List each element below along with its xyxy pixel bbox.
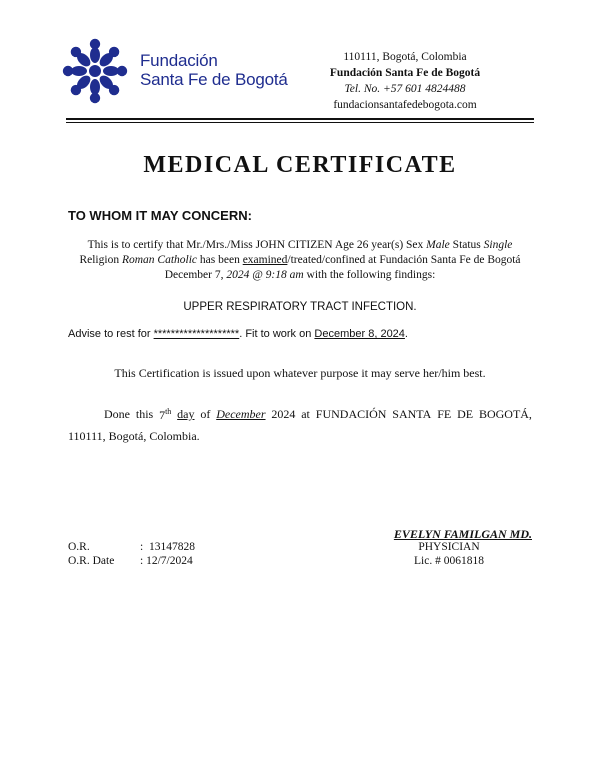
- done-line-2: 110111, Bogotá, Colombia.: [68, 429, 200, 443]
- contact-org-name: Fundación Santa Fe de Bogotá: [329, 67, 481, 79]
- or-number-label: O.R.: [68, 541, 90, 553]
- certify-line-3: December 7, 2024 @ 9:18 am with the following findings:: [164, 269, 436, 281]
- signatory-title: PHYSICIAN: [418, 541, 480, 553]
- religion-value: Roman Catholic: [121, 254, 198, 266]
- header-rule-thin: [66, 122, 534, 123]
- org-logo-line1: Fundación: [140, 51, 218, 70]
- signatory-name: EVELYN FAMILGAN MD.: [393, 527, 532, 541]
- or-date-label: O.R. Date: [68, 555, 115, 567]
- people-circle-icon: [60, 36, 130, 106]
- or-date-value: : 12/7/2024: [140, 555, 193, 567]
- done-line-1: Done this 7th day of December 2024 at FUNDACIÓN SANTA FE DE BOGOTÁ,: [104, 407, 532, 422]
- status-value: Single: [483, 239, 513, 251]
- or-number-value: : 13147828: [140, 541, 195, 553]
- logo-figure-body: [90, 79, 100, 95]
- document-title: MEDICAL CERTIFICATE: [143, 152, 457, 178]
- certify-line-1: This is to certify that Mr./Mrs./Miss JOHN CITIZEN Age 26 year(s) Sex Male Status Single: [87, 239, 513, 251]
- rest-period: ********************: [153, 328, 240, 340]
- contact-address: 110111, Bogotá, Colombia: [343, 51, 467, 63]
- done-month: December: [216, 407, 266, 421]
- header-rule-thick: [66, 118, 534, 120]
- salutation: TO WHOM IT MAY CONCERN:: [68, 208, 252, 223]
- contact-website: fundacionsantafedebogota.com: [333, 99, 477, 111]
- issued-statement: This Certification is issued upon whatever purpose it may serve her/him best.: [114, 366, 486, 380]
- examined-word: examined: [242, 254, 288, 266]
- contact-telephone: Tel. No. +57 601 4824488: [344, 83, 466, 95]
- advise-line: Advise to rest for ********************. Fit to work on December 8, 2024.: [68, 328, 408, 340]
- logo-figure-body: [103, 66, 119, 76]
- fit-to-work-date: December 8, 2024: [314, 328, 405, 340]
- logo-figure-body: [71, 66, 87, 76]
- certify-line-2: Religion Roman Catholic has been examined/treated/confined at Fundación Santa Fe de Bogotá: [79, 254, 521, 266]
- sex-value: Male: [426, 239, 450, 251]
- finding-text: UPPER RESPIRATORY TRACT INFECTION.: [183, 301, 417, 313]
- org-logo-line2: Santa Fe de Bogotá: [140, 70, 288, 89]
- signatory-license: Lic. # 0061818: [414, 555, 484, 567]
- exam-datetime: 2024 @ 9:18 am: [226, 269, 304, 281]
- logo-figure-body: [90, 47, 100, 63]
